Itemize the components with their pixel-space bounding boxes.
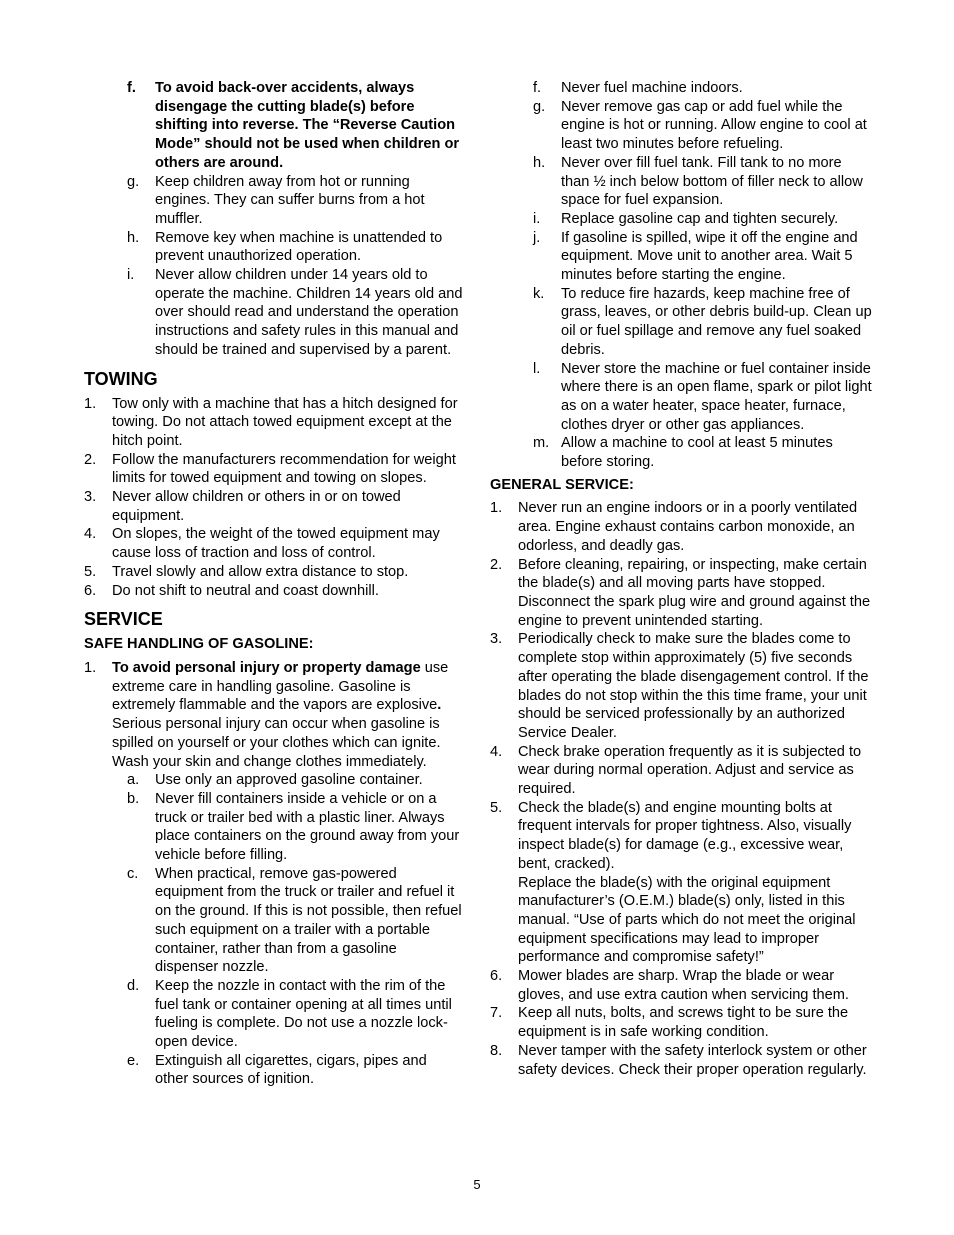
list-item-period: . bbox=[437, 697, 442, 714]
list-item-text: Replace gasoline cap and tighten securely. bbox=[561, 210, 839, 227]
list-marker: c. bbox=[127, 865, 139, 882]
list-item bbox=[490, 1042, 874, 1079]
list-marker: h. bbox=[533, 154, 546, 171]
list-item-text: Remove key when machine is unattended to prevent unauthorized operation. bbox=[155, 229, 443, 265]
list-item bbox=[127, 790, 464, 865]
list-item-text: When practical, remove gas-powered equipment from the truck or trailer and refuel it on the ground. If this is not possible, then refuel such equipment on a trailer with a portable container, rather than from a gasoline dispenser nozzle. bbox=[155, 865, 462, 976]
list-item-text: Never run an engine indoors or in a poorly ventilated area. Engine exhaust contains carbon monoxide, an odorless, and deadly gas. bbox=[518, 500, 858, 554]
list-item-text: Periodically check to make sure the blades come to complete stop within approximately (5) five seconds after operating the blade disengagement control. If the blades do not stop within the this time frame, your unit should be serviced professionally by an authorized Service Dealer. bbox=[518, 631, 869, 741]
list-item-text: Never allow children under 14 years old to operate the machine. Children 14 years old and over should read and understand the operation instructions and safety rules in this manual and should be trained and supervised by a parent. bbox=[155, 267, 463, 358]
list-item-text: Allow a machine to cool at least 5 minutes before storing. bbox=[561, 435, 833, 471]
list-item bbox=[490, 799, 874, 967]
list-marker: f. bbox=[533, 80, 542, 96]
list-item bbox=[127, 1052, 464, 1089]
list-item bbox=[533, 154, 874, 210]
list-marker: 6. bbox=[490, 968, 503, 985]
right-column bbox=[490, 79, 874, 1079]
list-marker: 4. bbox=[84, 526, 97, 543]
list-marker: f. bbox=[127, 80, 136, 96]
list-item bbox=[533, 285, 874, 360]
list-item bbox=[533, 79, 874, 98]
list-item-text: Travel slowly and allow extra distance to stop. bbox=[112, 563, 409, 580]
list-item bbox=[533, 98, 874, 154]
list-item bbox=[490, 1004, 874, 1041]
list-item-text: To avoid back-over accidents, always disengage the cutting blade(s) before shifting into reverse. The “Reverse Caution Mode” should not be used when children or others are around. bbox=[155, 80, 460, 171]
list-marker: a. bbox=[127, 772, 140, 789]
list-item-text: Keep all nuts, bolts, and screws tight to be sure the equipment is in safe working condition. bbox=[518, 1005, 849, 1041]
list-marker: e. bbox=[127, 1052, 140, 1069]
list-item-text: Keep children away from hot or running engines. They can suffer burns from a hot muffler. bbox=[155, 173, 425, 227]
list-marker: 2. bbox=[84, 451, 97, 468]
list-marker: 3. bbox=[84, 489, 97, 506]
list-marker: k. bbox=[533, 285, 545, 302]
list-item bbox=[84, 451, 464, 488]
list-marker: m. bbox=[533, 435, 550, 452]
list-item bbox=[84, 395, 464, 451]
list-item-text: On slopes, the weight of the towed equipment may cause loss of traction and loss of control. bbox=[112, 526, 440, 562]
list-item bbox=[84, 563, 464, 582]
list-marker: 1. bbox=[84, 395, 97, 412]
list-item bbox=[127, 79, 464, 173]
list-item bbox=[127, 977, 464, 1052]
list-item-text: Keep the nozzle in contact with the rim of the fuel tank or container opening at all times until fueling is complete. Do not use a nozzle lock-open device. bbox=[155, 977, 452, 1051]
list-item-text: Tow only with a machine that has a hitch designed for towing. Do not attach towed equipment except at the hitch point. bbox=[112, 395, 458, 449]
list-marker: 5. bbox=[84, 563, 97, 580]
list-item bbox=[127, 229, 464, 266]
list-item-bold-lead: To avoid personal injury or property damage bbox=[112, 659, 421, 676]
list-item-text: use extreme care in handling gasoline. Gasoline is extremely flammable and the vapors are explosive bbox=[112, 659, 449, 714]
list-item bbox=[127, 173, 464, 229]
list-marker: 3. bbox=[490, 631, 503, 648]
list-item bbox=[84, 582, 464, 601]
list-item-text: Do not shift to neutral and coast downhill. bbox=[112, 582, 379, 599]
towing-heading: TOWING bbox=[84, 368, 158, 389]
list-item-text: To reduce fire hazards, keep machine free of grass, leaves, or other debris build-up. Clean up oil or fuel spillage and remove any fuel soaked debris. bbox=[561, 285, 872, 358]
list-marker: i. bbox=[127, 267, 135, 284]
left-column bbox=[84, 79, 464, 1089]
list-marker: d. bbox=[127, 977, 140, 994]
list-item bbox=[490, 743, 874, 799]
list-marker: j. bbox=[533, 229, 541, 246]
list-item-text: Use only an approved gasoline container. bbox=[155, 772, 423, 789]
list-marker: h. bbox=[127, 229, 140, 246]
list-marker: l. bbox=[533, 360, 541, 377]
list-item-text: Check the blade(s) and engine mounting bolts at frequent intervals for proper tightness. Also, visually inspect blade(s) for damage (e.g., excessive wear, bent, cracked). bbox=[518, 799, 852, 872]
list-item bbox=[490, 556, 874, 631]
list-item bbox=[490, 499, 874, 555]
list-item-text: Never remove gas cap or add fuel while the engine is hot or running. Allow engine to cool at least two minutes before refueling. bbox=[561, 98, 867, 153]
list-item bbox=[490, 967, 874, 1004]
list-marker: b. bbox=[127, 790, 140, 807]
list-marker: 8. bbox=[490, 1042, 503, 1059]
list-item-text: Replace the blade(s) with the original equipment manufacturer’s (O.E.M.) blade(s) only, listed in this manual. “Use of parts which do not meet the original equipment specifications may lead to improper performance and compromise safety!” bbox=[518, 874, 856, 966]
list-item-text: Never fuel machine indoors. bbox=[561, 80, 743, 96]
list-marker: 5. bbox=[490, 799, 503, 816]
list-marker: 1. bbox=[84, 659, 97, 676]
list-item-text: Before cleaning, repairing, or inspecting, make certain the blade(s) and all moving parts have stopped. Disconnect the spark plug wire and ground against the engine to prevent unintended starting. bbox=[518, 556, 871, 629]
list-marker: 1. bbox=[490, 500, 503, 517]
list-marker: g. bbox=[533, 98, 546, 115]
list-item-text: Never store the machine or fuel container inside where there is an open flame, spark or pilot light as on a water heater, space heater, furnace, clothes dryer or other gas appliances. bbox=[561, 360, 872, 433]
list-item-text: Extinguish all cigarettes, cigars, pipes and other sources of ignition. bbox=[155, 1052, 427, 1088]
service-heading: SERVICE bbox=[84, 609, 163, 630]
list-item bbox=[127, 266, 464, 360]
list-item-text: Follow the manufacturers recommendation for weight limits for towed equipment and towing on slopes. bbox=[112, 451, 456, 487]
list-item bbox=[84, 488, 464, 525]
list-item bbox=[533, 229, 874, 285]
list-marker: g. bbox=[127, 173, 140, 190]
list-item-text: Never fill containers inside a vehicle or on a truck or trailer bed with a plastic liner. Always place containers on the ground away from your vehicle before filling. bbox=[155, 790, 460, 864]
list-marker: 6. bbox=[84, 582, 97, 599]
list-marker: i. bbox=[533, 210, 541, 227]
list-item-text: Mower blades are sharp. Wrap the blade or wear gloves, and use extra caution when servicing them. bbox=[518, 968, 849, 1003]
list-item-text: If gasoline is spilled, wipe it off the engine and equipment. Move unit to another area. Wait 5 minutes before starting the engine. bbox=[561, 229, 858, 284]
safe-handling-subheading: SAFE HANDLING OF GASOLINE: bbox=[84, 636, 314, 653]
list-item-text: Never allow children or others in or on towed equipment. bbox=[112, 489, 401, 524]
list-item bbox=[490, 630, 874, 742]
list-item bbox=[84, 659, 464, 771]
list-item-text: Never over fill fuel tank. Fill tank to no more than ½ inch below bottom of filler neck to allow space for fuel expansion. bbox=[561, 154, 863, 209]
list-item bbox=[533, 434, 874, 471]
list-item-text: Serious personal injury can occur when gasoline is spilled on yourself or your clothes which can ignite. Wash your skin and change clothes immediately. bbox=[112, 716, 441, 770]
list-item-text: Check brake operation frequently as it is subjected to wear during normal operation. Adjust and service as required. bbox=[518, 743, 862, 798]
list-marker: 4. bbox=[490, 743, 503, 760]
list-marker: 7. bbox=[490, 1005, 503, 1022]
list-item bbox=[84, 525, 464, 562]
list-item bbox=[533, 360, 874, 435]
list-item-text: Never tamper with the safety interlock system or other safety devices. Check their proper operation regularly. bbox=[518, 1042, 867, 1078]
page-number: 5 bbox=[473, 1177, 481, 1192]
list-marker: 2. bbox=[490, 556, 503, 573]
general-service-heading: GENERAL SERVICE: bbox=[490, 476, 634, 493]
list-item bbox=[533, 210, 874, 229]
list-item bbox=[127, 771, 464, 790]
list-item bbox=[127, 865, 464, 977]
